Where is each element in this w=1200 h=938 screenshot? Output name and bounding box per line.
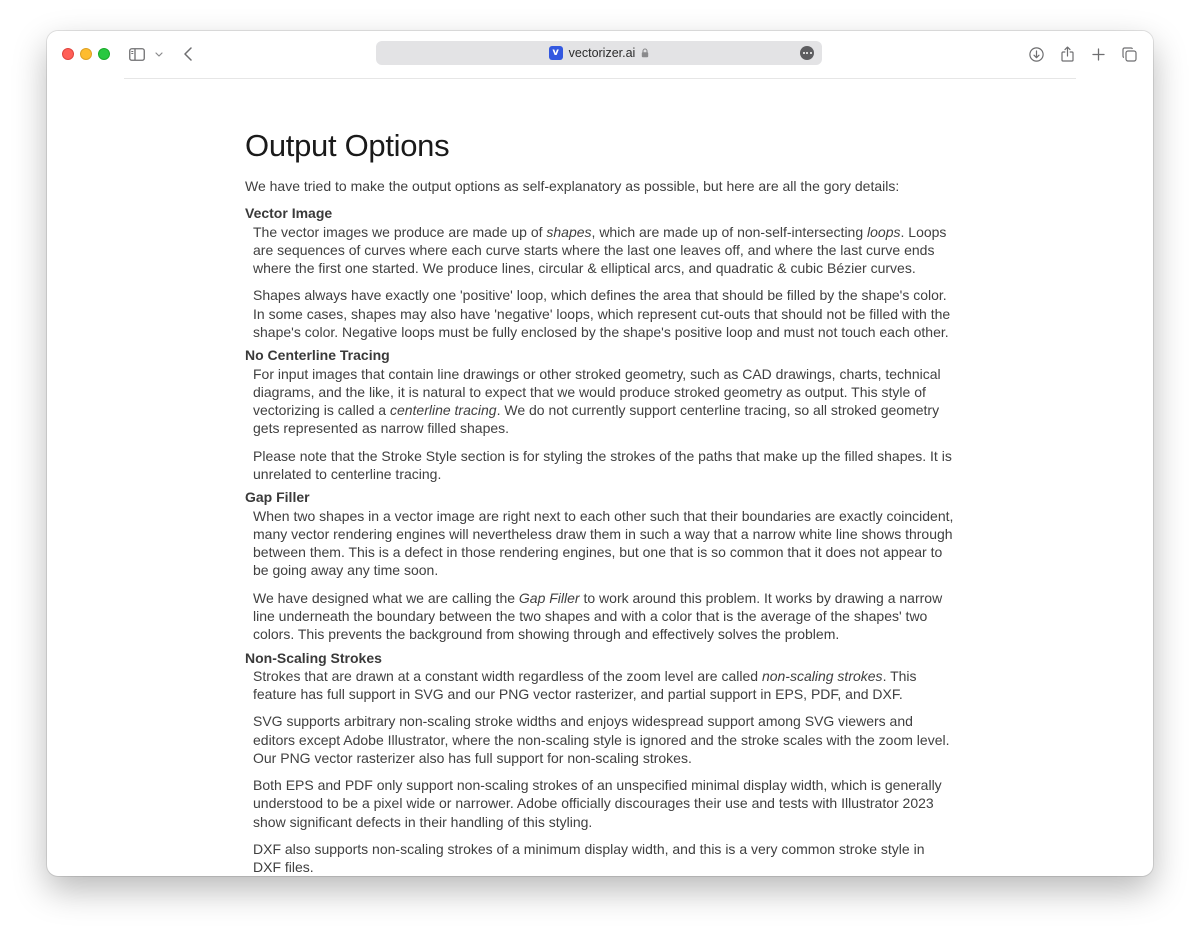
section-body <box>253 223 955 342</box>
text-run: The vector images we produce are made up of <box>253 223 547 240</box>
text-run: Both EPS and PDF only support non-scaling strokes of an unspecified minimal display width, which is generally understood to be a pixel wide or narrower. Adobe officially discourages their use and tests with Illustrator 2023 show significant defects in their handling of this styling. <box>253 777 942 830</box>
section-paragraph <box>253 507 955 580</box>
back-icon <box>184 47 192 61</box>
browser-window <box>47 31 1153 876</box>
text-run: . Loops are sequences of curves where each curve starts where the last one leaves off, and where the last curve ends where the first one started. We produce lines, circular & elliptical arcs, and quadratic & cubic Bézier curves. <box>253 223 947 277</box>
section-body <box>253 507 955 644</box>
section-heading: Gap Filler <box>245 489 310 506</box>
tab-overview-button[interactable] <box>1121 42 1137 66</box>
share-button[interactable] <box>1059 42 1075 66</box>
downloads-button[interactable] <box>1028 42 1044 66</box>
lock-icon <box>641 48 649 58</box>
sidebar-toggle-button[interactable] <box>128 42 146 66</box>
browser-toolbar <box>47 31 1153 79</box>
section-body <box>253 365 955 484</box>
section-paragraph <box>253 840 955 876</box>
tab-overview-icon <box>1122 47 1137 62</box>
section-heading: Non-Scaling Strokes <box>245 649 382 666</box>
page-content <box>245 79 955 876</box>
section-paragraph <box>253 667 955 704</box>
text-run: Strokes that are drawn at a constant width regardless of the zoom level are called <box>253 667 762 684</box>
close-window-button[interactable] <box>62 48 74 60</box>
address-bar[interactable] <box>376 41 822 65</box>
text-run: DXF also supports non-scaling strokes of a minimum display width, and this is a very common stroke style in DXF files. <box>253 840 925 876</box>
emphasized-term: centerline tracing <box>389 402 497 419</box>
section-body <box>253 667 955 876</box>
section-paragraph <box>253 223 955 278</box>
share-icon <box>1061 46 1074 62</box>
maximize-window-button[interactable] <box>98 48 110 60</box>
sidebar-icon <box>129 48 145 61</box>
emphasized-term: shapes <box>546 223 592 240</box>
option-sections <box>245 204 955 876</box>
page-title: Output Options <box>245 128 450 163</box>
text-run: Please note that the Stroke Style section is for styling the strokes of the paths that make up the filled shapes. It is unrelated to centerline tracing. <box>253 447 952 482</box>
section-paragraph <box>253 712 955 767</box>
section-heading: No Centerline Tracing <box>245 347 390 364</box>
text-run: to work around this problem. It works by drawing a narrow line underneath the boundary between the two shapes and with a color that is the average of the shapes' two colors. This prevents the background from showing through and effectively solves the problem. <box>253 589 943 643</box>
emphasized-term: non-scaling strokes <box>761 667 883 684</box>
url-text: vectorizer.ai <box>568 46 636 60</box>
text-run: Shapes always have exactly one 'positive' loop, which defines the area that should be filled by the shape's color. In some cases, shapes may also have 'negative' loops, which represent cut-outs that should not be filled with the shape's color. Negative loops must be fully enclosed by the shape's positive loop and must not touch each other. <box>253 287 951 340</box>
chevron-down-icon <box>155 52 163 57</box>
text-run: For input images that contain line drawings or other stroked geometry, such as CAD drawings, charts, technical diagrams, and the like, it is natural to expect that we would produce stroked geometry as output. This style of vectorizing is called a <box>253 365 941 419</box>
section-paragraph <box>253 286 955 341</box>
section-paragraph <box>253 447 955 484</box>
minimize-window-button[interactable] <box>80 48 92 60</box>
emphasized-term: Gap Filler <box>518 589 580 606</box>
new-tab-icon <box>1092 48 1105 61</box>
page-menu-button[interactable] <box>800 46 814 60</box>
emphasized-term: loops <box>867 223 901 240</box>
text-run: . This feature has full support in SVG and our PNG vector rasterizer, and partial support in EPS, PDF, and DXF. <box>253 667 917 703</box>
section-paragraph <box>253 365 955 438</box>
site-favicon: v <box>549 46 563 60</box>
section-paragraph <box>253 589 955 644</box>
text-run: We have designed what we are calling the <box>253 589 519 606</box>
more-icon <box>803 52 805 54</box>
new-tab-button[interactable] <box>1090 42 1106 66</box>
text-run: SVG supports arbitrary non-scaling stroke widths and enjoys widespread support among SVG viewers and editors except Adobe Illustrator, where the non-scaling style is ignored and the stroke scales with the zoom level. Our PNG vector rasterizer also has full support for non-scaling strokes. <box>253 713 950 766</box>
text-run: When two shapes in a vector image are right next to each other such that their boundaries are exactly coincident, many vector rendering engines will nevertheless draw them in such a way that a narrow white line shows through between them. This is a defect in those rendering engines, but one that is so common that it does not appear to be going away any time soon. <box>253 507 954 579</box>
section-paragraph <box>253 776 955 831</box>
tab-group-menu-button[interactable] <box>154 42 164 66</box>
intro-text: We have tried to make the output options as self-explanatory as possible, but here are all the gory details: <box>245 178 900 194</box>
back-button[interactable] <box>181 42 195 66</box>
text-run: . We do not currently support centerline tracing, so all stroked geometry gets represented as narrow filled shapes. <box>253 402 940 437</box>
section-heading: Vector Image <box>245 205 333 222</box>
text-run: , which are made up of non-self-intersecting <box>591 223 868 240</box>
download-icon <box>1029 47 1044 62</box>
